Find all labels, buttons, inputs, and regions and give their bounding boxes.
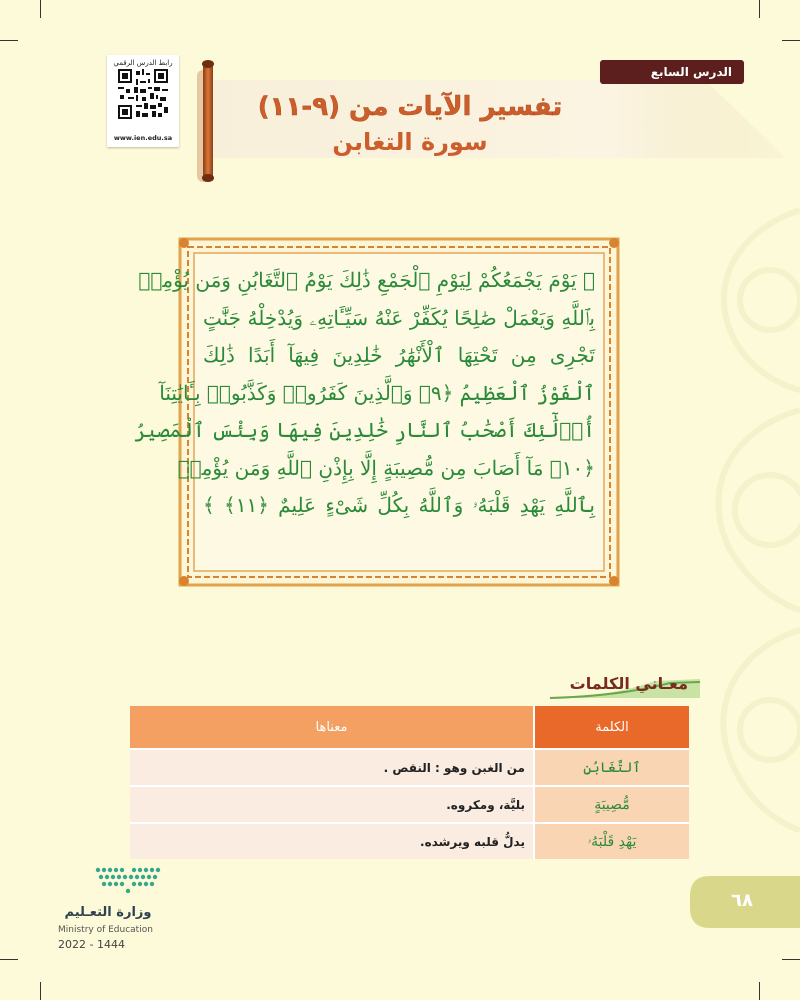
quran-verses — [134, 262, 595, 562]
verse-line: ﴿١٠﴾ مَآ أَصَابَ مِن مُّصِيبَةٍ إِلَّا بِإِذْنِ ٱللَّهِ وَمَن يُؤْمِنۢ — [177, 455, 595, 480]
crop-mark — [782, 40, 800, 41]
verse-line: بِٱللَّهِ وَيَعْمَلْ صَٰلِحًا يُكَفِّرْ عَنْهُ سَيِّـَٔاتِهِۦ وَيُدْخِلْهُ جَنَّٰتٍ — [203, 305, 595, 330]
ministry-name-english: Ministry of Education — [58, 925, 153, 935]
crop-mark — [782, 959, 800, 960]
verse-line: ﴿ يَوْمَ يَجْمَعُكُمْ لِيَوْمِ ٱلْجَمْعِ ذَٰلِكَ يَوْمُ ٱلتَّغَابُنِ وَمَن يُؤْمِنۢ — [138, 268, 595, 292]
meanings-title: معـاني الكلمات — [569, 674, 688, 693]
table-row — [130, 786, 689, 823]
word-cell: مُّصِيبَةٍ — [534, 786, 689, 823]
column-header-meaning: معناها — [130, 706, 534, 749]
lesson-tag: الدرس السابع — [600, 60, 744, 84]
column-header-word: الكلمة — [534, 706, 689, 749]
meanings-table — [130, 706, 689, 859]
verse-line: ٱلْفَوْزُ ٱلْعَظِيمُ ﴿٩﴾ وَٱلَّذِينَ كَفَرُوا۟ وَكَذَّبُوا۟ بِـَٔايَٰتِنَآ — [159, 380, 595, 405]
word-cell: يَهْدِ قَلْبَهُۥ — [534, 823, 689, 859]
qr-label: رابط الدرس الرقمي — [113, 59, 173, 67]
page-number: ٦٨ — [731, 890, 753, 911]
word-cell: ٱلتَّغَابُنِ — [534, 749, 689, 786]
crop-mark — [0, 959, 18, 960]
meaning-cell: يدلُّ قلبه ويرشده. — [130, 823, 534, 859]
crop-mark — [40, 0, 41, 18]
qr-code-card[interactable] — [107, 55, 179, 147]
verse-line: أُو۟لَٰٓئِكَ أَصْحَٰبُ ٱلنَّارِ خَٰلِدِينَ فِيهَا وَبِئْسَ ٱلْمَصِيرُ — [134, 418, 595, 442]
crop-mark — [40, 982, 41, 1000]
crop-mark — [759, 0, 760, 18]
edition-year: 2022 - 1444 — [58, 938, 125, 951]
table-header-row — [130, 706, 689, 749]
qr-code-icon — [118, 69, 168, 119]
surah-title: سورة التغابن — [332, 128, 488, 156]
meaning-cell: بليَّة، ومكروه. — [130, 786, 534, 823]
crop-mark — [0, 40, 18, 41]
verse-line: بِٱللَّهِ يَهْدِ قَلْبَهُۥ وَٱللَّهُ بِكُلِّ شَىْءٍ عَلِيمٌ ﴿١١﴾ ﴾ — [203, 493, 595, 517]
table-row — [130, 749, 689, 786]
verse-line: تَجْرِى مِن تَحْتِهَا ٱلْأَنْهَٰرُ خَٰلِدِينَ فِيهَآ أَبَدًا ذَٰلِكَ — [203, 343, 595, 367]
ministry-logo-icon — [92, 862, 164, 898]
lesson-title: تفسير الآيات من (٩-١١) — [257, 92, 563, 122]
qr-url: www.ien.edu.sa — [113, 134, 173, 142]
crop-mark — [759, 982, 760, 1000]
table-row — [130, 823, 689, 859]
meaning-cell: من الغبن وهو : النقص . — [130, 749, 534, 786]
ministry-name-arabic: وزارة التعـليم — [64, 905, 152, 920]
